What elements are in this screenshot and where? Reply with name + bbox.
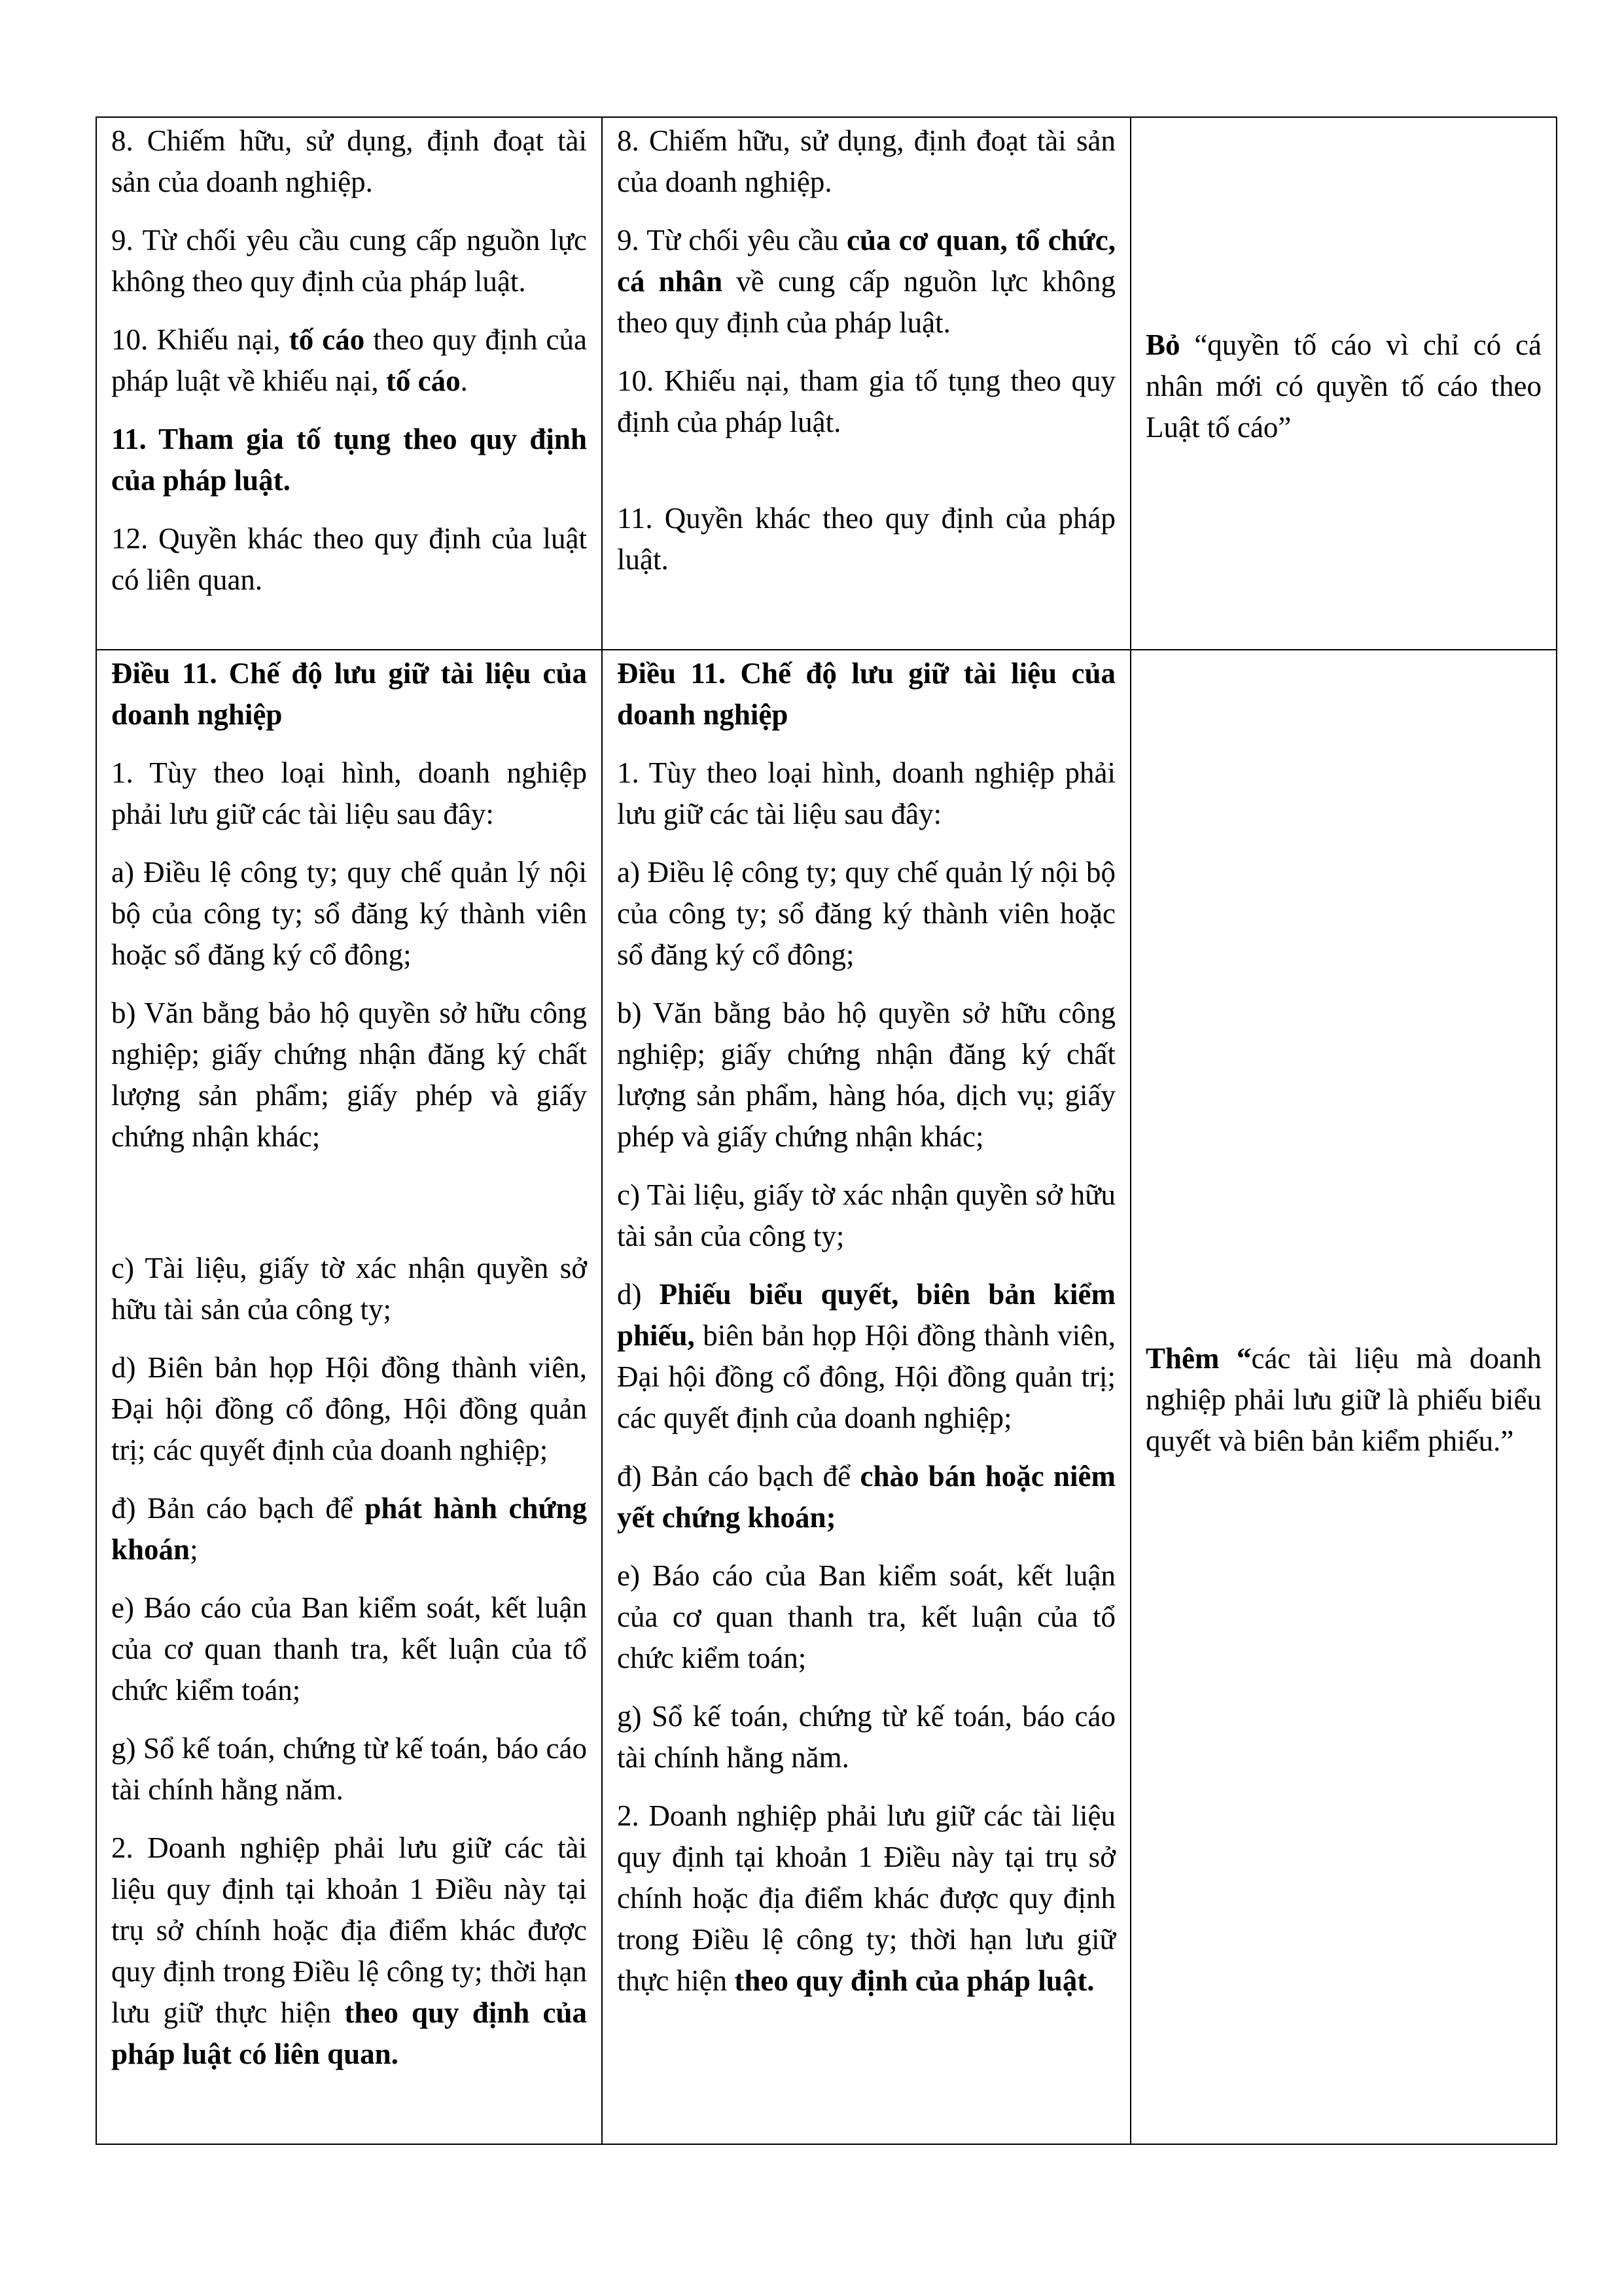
point-d: d) Phiếu biểu quyết, biên bản kiểm phiếu, biên bản họp Hội đồng thành viên, Đại hội đồng cổ đông, Hội đồng quản trị; các quyết định của doanh nghiệp; <box>617 1278 1116 1434</box>
point-e: e) Báo cáo của Ban kiểm soát, kết luận của cơ quan thanh tra, kết luận của tổ chức kiểm toán; <box>617 1559 1116 1674</box>
note-text: Bỏ “quyền tố cáo vì chỉ có cá nhân mới có quyền tố cáo theo Luật tố cáo” <box>1146 328 1542 444</box>
clause-10: 10. Khiếu nại, tố cáo theo quy định của pháp luật về khiếu nại, tố cáo. <box>111 323 587 397</box>
new-law-cell <box>602 650 1131 2144</box>
new-law-cell <box>602 117 1131 650</box>
spacer <box>111 1174 587 1248</box>
clause-9: 9. Từ chối yêu cầu của cơ quan, tổ chức, cá nhân về cung cấp nguồn lực không theo quy định của pháp luật. <box>617 224 1116 339</box>
point-c: c) Tài liệu, giấy tờ xác nhận quyền sở hữu tài sản của công ty; <box>617 1178 1116 1252</box>
point-b: b) Văn bằng bảo hộ quyền sở hữu công nghiệp; giấy chứng nhận đăng ký chất lượng sản phẩm; giấy phép và giấy chứng nhận khác; <box>111 997 587 1153</box>
point-dd: đ) Bản cáo bạch để phát hành chứng khoán; <box>111 1492 587 1566</box>
clause-1: 1. Tùy theo loại hình, doanh nghiệp phải lưu giữ các tài liệu sau đây: <box>111 756 587 830</box>
clause-11: 11. Tham gia tố tụng theo quy định của pháp luật. <box>111 423 587 497</box>
comparison-table <box>96 116 1557 2145</box>
note-text: Thêm “các tài liệu mà doanh nghiệp phải lưu giữ là phiếu biểu quyết và biên bản kiểm phiếu.” <box>1146 1341 1542 1457</box>
point-b: b) Văn bằng bảo hộ quyền sở hữu công nghiệp; giấy chứng nhận đăng ký chất lượng sản phẩm, hàng hóa, dịch vụ; giấy phép và giấy chứng nhận khác; <box>617 997 1116 1153</box>
article-title: Điều 11. Chế độ lưu giữ tài liệu của doanh nghiệp <box>617 657 1116 731</box>
old-law-cell <box>96 117 602 650</box>
note-cell <box>1131 650 1557 2144</box>
table-row <box>96 117 1557 650</box>
point-a: a) Điều lệ công ty; quy chế quản lý nội bộ của công ty; sổ đăng ký thành viên hoặc sổ đăng ký cổ đông; <box>617 856 1116 971</box>
clause-9: 9. Từ chối yêu cầu cung cấp nguồn lực không theo quy định của pháp luật. <box>111 224 587 298</box>
clause-8: 8. Chiếm hữu, sử dụng, định đoạt tài sản của doanh nghiệp. <box>617 124 1116 198</box>
article-title: Điều 11. Chế độ lưu giữ tài liệu của doanh nghiệp <box>111 657 587 731</box>
clause-8: 8. Chiếm hữu, sử dụng, định đoạt tài sản của doanh nghiệp. <box>111 124 587 198</box>
point-e: e) Báo cáo của Ban kiểm soát, kết luận của cơ quan thanh tra, kết luận của tổ chức kiểm toán; <box>111 1591 587 1706</box>
clause-2: 2. Doanh nghiệp phải lưu giữ các tài liệu quy định tại khoản 1 Điều này tại trụ sở chính hoặc địa điểm khác được quy định trong Điều lệ công ty; thời hạn lưu giữ thực hiện theo quy định của pháp luật có liên quan. <box>111 1831 588 2070</box>
spacer <box>617 460 1116 498</box>
point-dd: đ) Bản cáo bạch để chào bán hoặc niêm yết chứng khoán; <box>617 1460 1116 1534</box>
old-law-cell <box>96 650 602 2144</box>
table-row <box>96 650 1557 2144</box>
clause-1: 1. Tùy theo loại hình, doanh nghiệp phải lưu giữ các tài liệu sau đây: <box>617 756 1116 830</box>
point-c: c) Tài liệu, giấy tờ xác nhận quyền sở hữu tài sản của công ty; <box>111 1252 587 1326</box>
point-a: a) Điều lệ công ty; quy chế quản lý nội bộ của công ty; sổ đăng ký thành viên hoặc sổ đăng ký cổ đông; <box>111 856 587 971</box>
point-g: g) Sổ kế toán, chứng từ kế toán, báo cáo tài chính hằng năm. <box>111 1732 587 1806</box>
clause-11: 11. Quyền khác theo quy định của pháp luật. <box>617 502 1116 576</box>
clause-12: 12. Quyền khác theo quy định của luật có liên quan. <box>111 522 587 596</box>
point-d: d) Biên bản họp Hội đồng thành viên, Đại hội đồng cổ đông, Hội đồng quản trị; các quyết định của doanh nghiệp; <box>111 1351 587 1466</box>
point-g: g) Sổ kế toán, chứng từ kế toán, báo cáo tài chính hằng năm. <box>617 1700 1116 1774</box>
clause-10: 10. Khiếu nại, tham gia tố tụng theo quy định của pháp luật. <box>617 364 1116 438</box>
note-cell <box>1131 117 1557 650</box>
clause-2: 2. Doanh nghiệp phải lưu giữ các tài liệu quy định tại khoản 1 Điều này tại trụ sở chính hoặc địa điểm khác được quy định trong Điều lệ công ty; thời hạn lưu giữ thực hiện theo quy định của pháp luật. <box>617 1799 1116 1997</box>
